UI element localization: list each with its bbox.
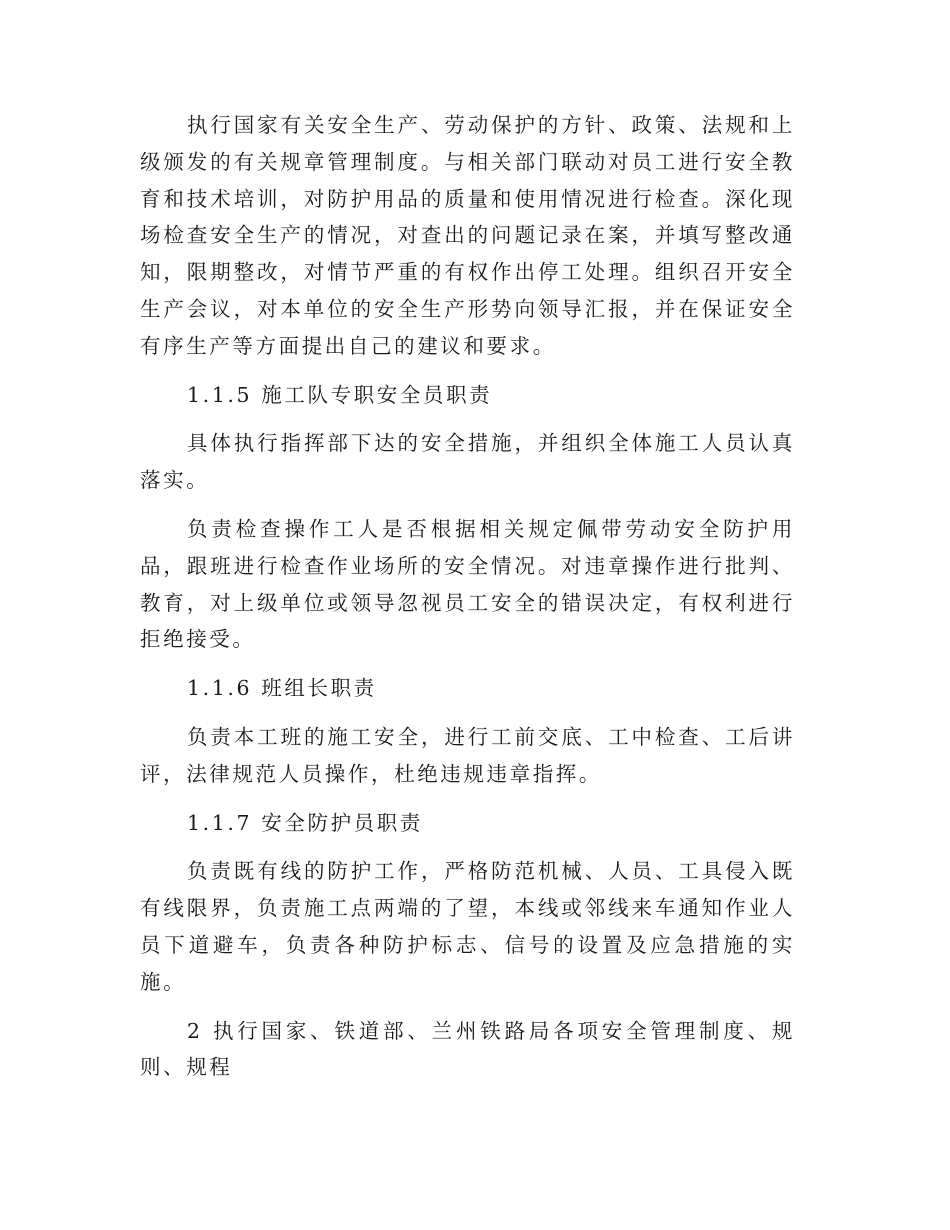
paragraph-team-leader-duties: 负责本工班的施工安全，进行工前交底、工中检查、工后讲评，法律规范人员操作，杜绝违规违章指挥。 bbox=[140, 724, 795, 786]
paragraph-inspection-duties: 负责检查操作工人是否根据相关规定佩带劳动安全防护用品，跟班进行检查作业场所的安全情况。对违章操作进行批判、教育，对上级单位或领导忽视员工安全的错误决定，有权利进行拒绝接受。 bbox=[140, 516, 795, 652]
section-heading-1-1-7: 1.1.7 安全防护员职责 bbox=[187, 810, 423, 835]
section-heading-2: 2 执行国家、铁道部、兰州铁路局各项安全管理制度、规则、规程 bbox=[140, 1018, 795, 1080]
document-body bbox=[140, 107, 795, 1098]
paragraph-execute-measures: 具体执行指挥部下达的安全措施，并组织全体施工人员认真落实。 bbox=[140, 431, 795, 493]
section-heading-1-1-6: 1.1.6 班组长职责 bbox=[187, 676, 377, 701]
paragraph-protector-duties: 负责既有线的防护工作，严格防范机械、人员、工具侵入既有线限界，负责施工点两端的了望，本线或邻线来车通知作业人员下道避车，负责各种防护标志、信号的设置及应急措施的实施。 bbox=[140, 859, 795, 994]
paragraph-safety-duties: 执行国家有关安全生产、劳动保护的方针、政策、法规和上级颁发的有关规章管理制度。与相关部门联动对员工进行安全教育和技术培训，对防护用品的质量和使用情况进行检查。深化现场检查安全生产的情况，对查出的问题记录在案，并填写整改通知，限期整改，对情节严重的有权作出停工处理。组织召开安全生产会议，对本单位的安全生产形势向领导汇报，并在保证安全有序生产等方面提出自己的建议和要求。 bbox=[140, 113, 795, 358]
section-heading-1-1-5: 1.1.5 施工队专职安全员职责 bbox=[187, 382, 493, 407]
